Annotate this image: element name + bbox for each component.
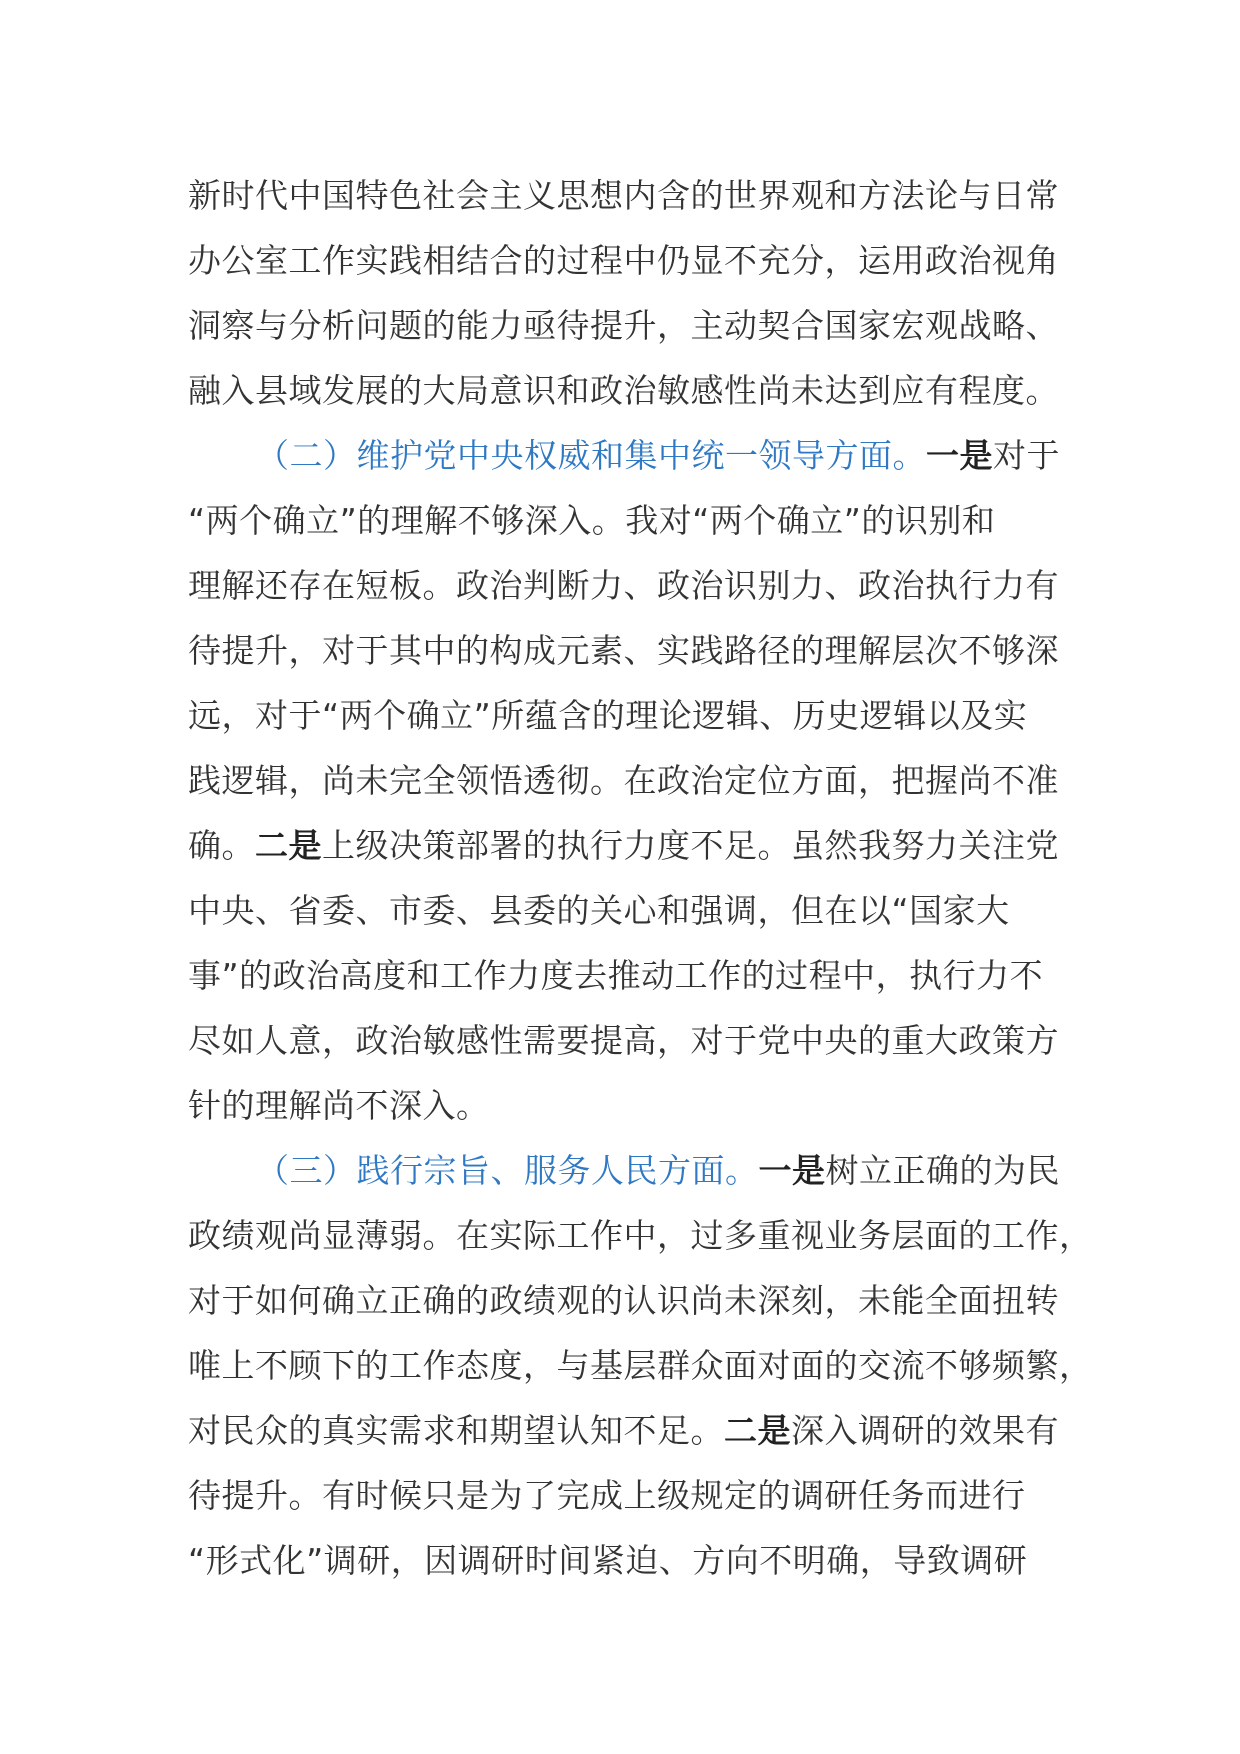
body-text: 对民众的真实需求和期望认知不足。 <box>188 1411 724 1450</box>
body-text: “两个确立”的理解不够深入。我对“两个确立”的识别和 <box>188 501 996 540</box>
text-line <box>188 1528 1068 1593</box>
body-text: 对于如何确立正确的政绩观的认识尚未深刻，未能全面扭转 <box>188 1281 1059 1320</box>
text-line <box>188 683 1068 748</box>
text-line <box>188 878 1068 943</box>
body-text: 待提升。有时候只是为了完成上级规定的调研任务而进行 <box>188 1476 1026 1515</box>
text-line <box>188 553 1068 618</box>
text-line <box>188 1268 1068 1333</box>
text-line <box>188 1463 1068 1528</box>
text-line <box>188 358 1068 423</box>
text-line <box>188 813 1068 878</box>
body-text: 政绩观尚显薄弱。在实际工作中，过多重视业务层面的工作， <box>188 1216 1093 1255</box>
body-text: 中央、省委、市委、县委的关心和强调，但在以“国家大 <box>188 891 1010 930</box>
body-text: 对于 <box>993 436 1060 475</box>
text-line <box>188 163 1068 228</box>
body-text: 办公室工作实践相结合的过程中仍显不充分，运用政治视角 <box>188 241 1059 280</box>
text-line <box>188 1398 1068 1463</box>
text-line <box>188 943 1068 1008</box>
text-line <box>188 748 1068 813</box>
text-line <box>188 618 1068 683</box>
text-line <box>188 1138 1068 1203</box>
body-text: 新时代中国特色社会主义思想内含的世界观和方法论与日常 <box>188 176 1059 215</box>
text-line <box>188 488 1068 553</box>
text-line <box>188 228 1068 293</box>
body-text: 唯上不顾下的工作态度，与基层群众面对面的交流不够频繁， <box>188 1346 1093 1385</box>
body-text: 理解还存在短板。政治判断力、政治识别力、政治执行力有 <box>188 566 1059 605</box>
document-page <box>188 163 1093 1593</box>
body-text: 针的理解尚不深入。 <box>188 1086 490 1125</box>
text-line <box>188 1008 1068 1073</box>
body-text: 洞察与分析问题的能力亟待提升，主动契合国家宏观战略、 <box>188 306 1059 345</box>
body-text: 确。 <box>188 826 255 865</box>
body-text: 树立正确的为民 <box>825 1151 1060 1190</box>
body-text: 待提升，对于其中的构成元素、实践路径的理解层次不够深 <box>188 631 1059 670</box>
section-heading: （三）践行宗旨、服务人民方面。 <box>256 1151 759 1190</box>
text-line <box>188 293 1068 358</box>
text-line <box>188 423 1068 488</box>
text-line <box>188 1333 1093 1398</box>
ordinal-marker: 一是 <box>926 436 993 475</box>
ordinal-marker: 二是 <box>724 1411 791 1450</box>
text-line <box>188 1073 1068 1138</box>
body-text: 尽如人意，政治敏感性需要提高，对于党中央的重大政策方 <box>188 1021 1059 1060</box>
body-text: 践逻辑，尚未完全领悟透彻。在政治定位方面，把握尚不准 <box>188 761 1059 800</box>
body-text: 远，对于“两个确立”所蕴含的理论逻辑、历史逻辑以及实 <box>188 696 1028 735</box>
body-text: 上级决策部署的执行力度不足。虽然我努力关注党 <box>322 826 1059 865</box>
body-text: “形式化”调研，因调研时间紧迫、方向不明确，导致调研 <box>188 1541 1028 1580</box>
body-text: 融入县域发展的大局意识和政治敏感性尚未达到应有程度。 <box>188 371 1059 410</box>
body-text: 事”的政治高度和工作力度去推动工作的过程中，执行力不 <box>188 956 1044 995</box>
ordinal-marker: 一是 <box>758 1151 826 1190</box>
ordinal-marker: 二是 <box>255 826 322 865</box>
text-line <box>188 1203 1093 1268</box>
section-heading: （二）维护党中央权威和集中统一领导方面。 <box>256 436 926 475</box>
body-text: 深入调研的效果有 <box>791 1411 1059 1450</box>
